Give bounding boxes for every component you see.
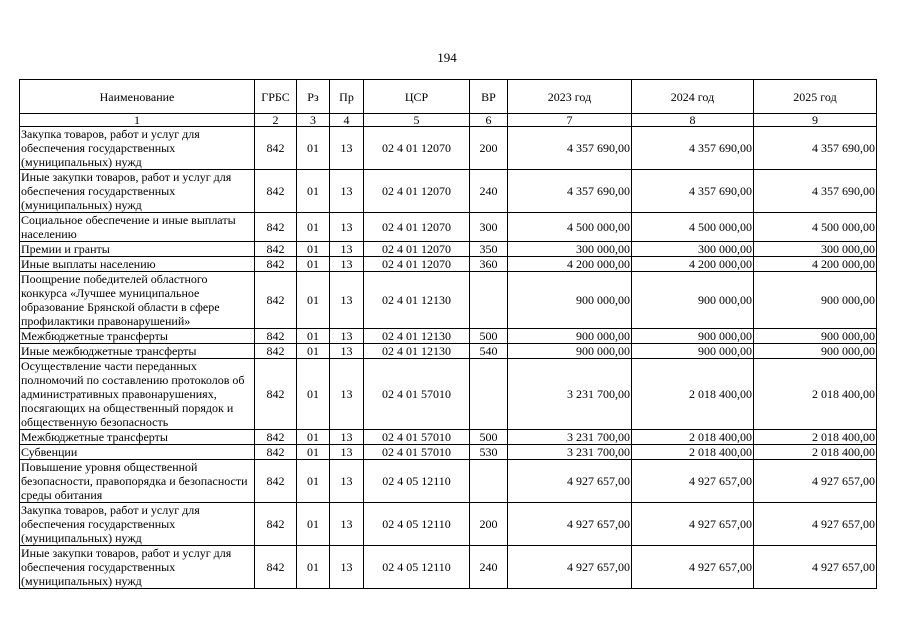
row-grbs: 842 [255, 127, 297, 170]
row-amount-2023: 900 000,00 [508, 272, 632, 329]
row-amount-2023: 4 200 000,00 [508, 257, 632, 272]
row-vr [470, 460, 508, 503]
row-name: Межбюджетные трансферты [20, 329, 255, 344]
table-row [20, 344, 877, 359]
row-csr: 02 4 01 57010 [364, 359, 470, 430]
row-csr: 02 4 05 12110 [364, 546, 470, 589]
row-name: Субвенции [20, 445, 255, 460]
row-pr: 13 [330, 503, 364, 546]
row-grbs: 842 [255, 546, 297, 589]
header-2024: 2024 год [632, 80, 754, 114]
row-pr: 13 [330, 242, 364, 257]
table-row [20, 329, 877, 344]
row-amount-2025: 900 000,00 [754, 272, 877, 329]
row-amount-2023: 300 000,00 [508, 242, 632, 257]
row-csr: 02 4 01 12070 [364, 213, 470, 242]
table-row [20, 272, 877, 329]
row-csr: 02 4 01 12130 [364, 272, 470, 329]
row-amount-2025: 4 200 000,00 [754, 257, 877, 272]
row-amount-2023: 4 357 690,00 [508, 170, 632, 213]
row-amount-2025: 300 000,00 [754, 242, 877, 257]
header-2023: 2023 год [508, 80, 632, 114]
row-vr [470, 359, 508, 430]
row-amount-2024: 2 018 400,00 [632, 430, 754, 445]
row-amount-2025: 4 357 690,00 [754, 127, 877, 170]
table-row [20, 546, 877, 589]
row-csr: 02 4 01 12070 [364, 242, 470, 257]
budget-table [19, 79, 877, 589]
row-amount-2025: 4 927 657,00 [754, 503, 877, 546]
row-amount-2023: 4 927 657,00 [508, 503, 632, 546]
column-number: 3 [297, 114, 330, 127]
row-vr: 200 [470, 503, 508, 546]
row-pr: 13 [330, 170, 364, 213]
table-row [20, 127, 877, 170]
row-amount-2023: 3 231 700,00 [508, 445, 632, 460]
row-grbs: 842 [255, 257, 297, 272]
row-amount-2024: 2 018 400,00 [632, 359, 754, 430]
row-csr: 02 4 05 12110 [364, 460, 470, 503]
row-amount-2025: 4 357 690,00 [754, 170, 877, 213]
row-name: Осуществление части переданных полномочий по составлению протоколов об административных правонарушениях, посягающих на общественный порядок и общественную безопасность [20, 359, 255, 430]
column-number: 9 [754, 114, 877, 127]
column-number: 5 [364, 114, 470, 127]
row-pr: 13 [330, 257, 364, 272]
row-amount-2023: 4 500 000,00 [508, 213, 632, 242]
row-pr: 13 [330, 546, 364, 589]
row-pr: 13 [330, 127, 364, 170]
row-grbs: 842 [255, 272, 297, 329]
row-pr: 13 [330, 213, 364, 242]
row-amount-2023: 4 927 657,00 [508, 546, 632, 589]
row-rz: 01 [297, 445, 330, 460]
row-csr: 02 4 01 57010 [364, 445, 470, 460]
row-csr: 02 4 01 12070 [364, 257, 470, 272]
row-amount-2023: 3 231 700,00 [508, 359, 632, 430]
row-pr: 13 [330, 460, 364, 503]
row-amount-2023: 3 231 700,00 [508, 430, 632, 445]
row-rz: 01 [297, 359, 330, 430]
column-number-row [20, 114, 877, 127]
row-csr: 02 4 01 12070 [364, 170, 470, 213]
row-amount-2024: 900 000,00 [632, 329, 754, 344]
row-grbs: 842 [255, 344, 297, 359]
row-rz: 01 [297, 127, 330, 170]
row-vr [470, 272, 508, 329]
row-name: Межбюджетные трансферты [20, 430, 255, 445]
row-amount-2024: 300 000,00 [632, 242, 754, 257]
row-grbs: 842 [255, 503, 297, 546]
row-csr: 02 4 01 12070 [364, 127, 470, 170]
row-csr: 02 4 01 12130 [364, 344, 470, 359]
row-amount-2024: 4 200 000,00 [632, 257, 754, 272]
row-amount-2025: 4 927 657,00 [754, 546, 877, 589]
row-grbs: 842 [255, 170, 297, 213]
column-number: 2 [255, 114, 297, 127]
row-vr: 350 [470, 242, 508, 257]
header-vr: ВР [470, 80, 508, 114]
row-name: Закупка товаров, работ и услуг для обеспечения государственных (муниципальных) нужд [20, 127, 255, 170]
row-grbs: 842 [255, 430, 297, 445]
row-name: Иные межбюджетные трансферты [20, 344, 255, 359]
row-name: Иные закупки товаров, работ и услуг для обеспечения государственных (муниципальных) нужд [20, 546, 255, 589]
row-name: Закупка товаров, работ и услуг для обеспечения государственных (муниципальных) нужд [20, 503, 255, 546]
row-rz: 01 [297, 329, 330, 344]
row-rz: 01 [297, 430, 330, 445]
row-amount-2024: 4 927 657,00 [632, 503, 754, 546]
column-number: 8 [632, 114, 754, 127]
column-number: 6 [470, 114, 508, 127]
row-amount-2023: 900 000,00 [508, 344, 632, 359]
table-row [20, 170, 877, 213]
table-row [20, 213, 877, 242]
row-amount-2024: 4 500 000,00 [632, 213, 754, 242]
row-amount-2024: 900 000,00 [632, 344, 754, 359]
table-row [20, 430, 877, 445]
row-rz: 01 [297, 546, 330, 589]
row-rz: 01 [297, 460, 330, 503]
row-vr: 360 [470, 257, 508, 272]
row-amount-2025: 2 018 400,00 [754, 430, 877, 445]
column-number: 1 [20, 114, 255, 127]
table-row [20, 445, 877, 460]
row-vr: 530 [470, 445, 508, 460]
row-name: Премии и гранты [20, 242, 255, 257]
row-grbs: 842 [255, 329, 297, 344]
row-pr: 13 [330, 344, 364, 359]
row-rz: 01 [297, 242, 330, 257]
row-pr: 13 [330, 272, 364, 329]
row-csr: 02 4 01 12130 [364, 329, 470, 344]
row-amount-2025: 4 500 000,00 [754, 213, 877, 242]
row-vr: 240 [470, 546, 508, 589]
row-grbs: 842 [255, 213, 297, 242]
row-vr: 200 [470, 127, 508, 170]
row-grbs: 842 [255, 242, 297, 257]
header-pr: Пр [330, 80, 364, 114]
row-pr: 13 [330, 445, 364, 460]
row-amount-2024: 4 927 657,00 [632, 546, 754, 589]
row-grbs: 842 [255, 445, 297, 460]
row-amount-2023: 4 927 657,00 [508, 460, 632, 503]
row-pr: 13 [330, 430, 364, 445]
row-amount-2024: 4 357 690,00 [632, 127, 754, 170]
row-rz: 01 [297, 272, 330, 329]
row-vr: 540 [470, 344, 508, 359]
row-rz: 01 [297, 344, 330, 359]
row-name: Иные выплаты населению [20, 257, 255, 272]
header-csr: ЦСР [364, 80, 470, 114]
row-name: Иные закупки товаров, работ и услуг для обеспечения государственных (муниципальных) нужд [20, 170, 255, 213]
column-number: 4 [330, 114, 364, 127]
row-amount-2025: 2 018 400,00 [754, 445, 877, 460]
row-name: Поощрение победителей областного конкурса «Лучшее муниципальное образование Брянской области в сфере профилактики правонарушений» [20, 272, 255, 329]
row-vr: 300 [470, 213, 508, 242]
page-number: 194 [437, 50, 457, 65]
row-vr: 500 [470, 430, 508, 445]
row-grbs: 842 [255, 460, 297, 503]
header-row [20, 80, 877, 114]
row-amount-2024: 4 927 657,00 [632, 460, 754, 503]
row-rz: 01 [297, 257, 330, 272]
table-row [20, 359, 877, 430]
table-row [20, 503, 877, 546]
row-pr: 13 [330, 329, 364, 344]
row-rz: 01 [297, 170, 330, 213]
row-rz: 01 [297, 503, 330, 546]
row-amount-2024: 900 000,00 [632, 272, 754, 329]
table-row [20, 460, 877, 503]
row-amount-2025: 2 018 400,00 [754, 359, 877, 430]
row-vr: 500 [470, 329, 508, 344]
row-amount-2023: 900 000,00 [508, 329, 632, 344]
row-csr: 02 4 01 57010 [364, 430, 470, 445]
row-amount-2023: 4 357 690,00 [508, 127, 632, 170]
row-rz: 01 [297, 213, 330, 242]
column-number: 7 [508, 114, 632, 127]
row-grbs: 842 [255, 359, 297, 430]
row-amount-2024: 4 357 690,00 [632, 170, 754, 213]
header-2025: 2025 год [754, 80, 877, 114]
row-csr: 02 4 05 12110 [364, 503, 470, 546]
row-vr: 240 [470, 170, 508, 213]
row-amount-2025: 4 927 657,00 [754, 460, 877, 503]
row-name: Повышение уровня общественной безопасности, правопорядка и безопасности среды обитания [20, 460, 255, 503]
row-pr: 13 [330, 359, 364, 430]
row-amount-2025: 900 000,00 [754, 329, 877, 344]
header-rz: Рз [297, 80, 330, 114]
row-name: Социальное обеспечение и иные выплаты населению [20, 213, 255, 242]
row-amount-2025: 900 000,00 [754, 344, 877, 359]
header-grbs: ГРБС [255, 80, 297, 114]
table-row [20, 242, 877, 257]
header-name: Наименование [20, 80, 255, 114]
table-row [20, 257, 877, 272]
row-amount-2024: 2 018 400,00 [632, 445, 754, 460]
